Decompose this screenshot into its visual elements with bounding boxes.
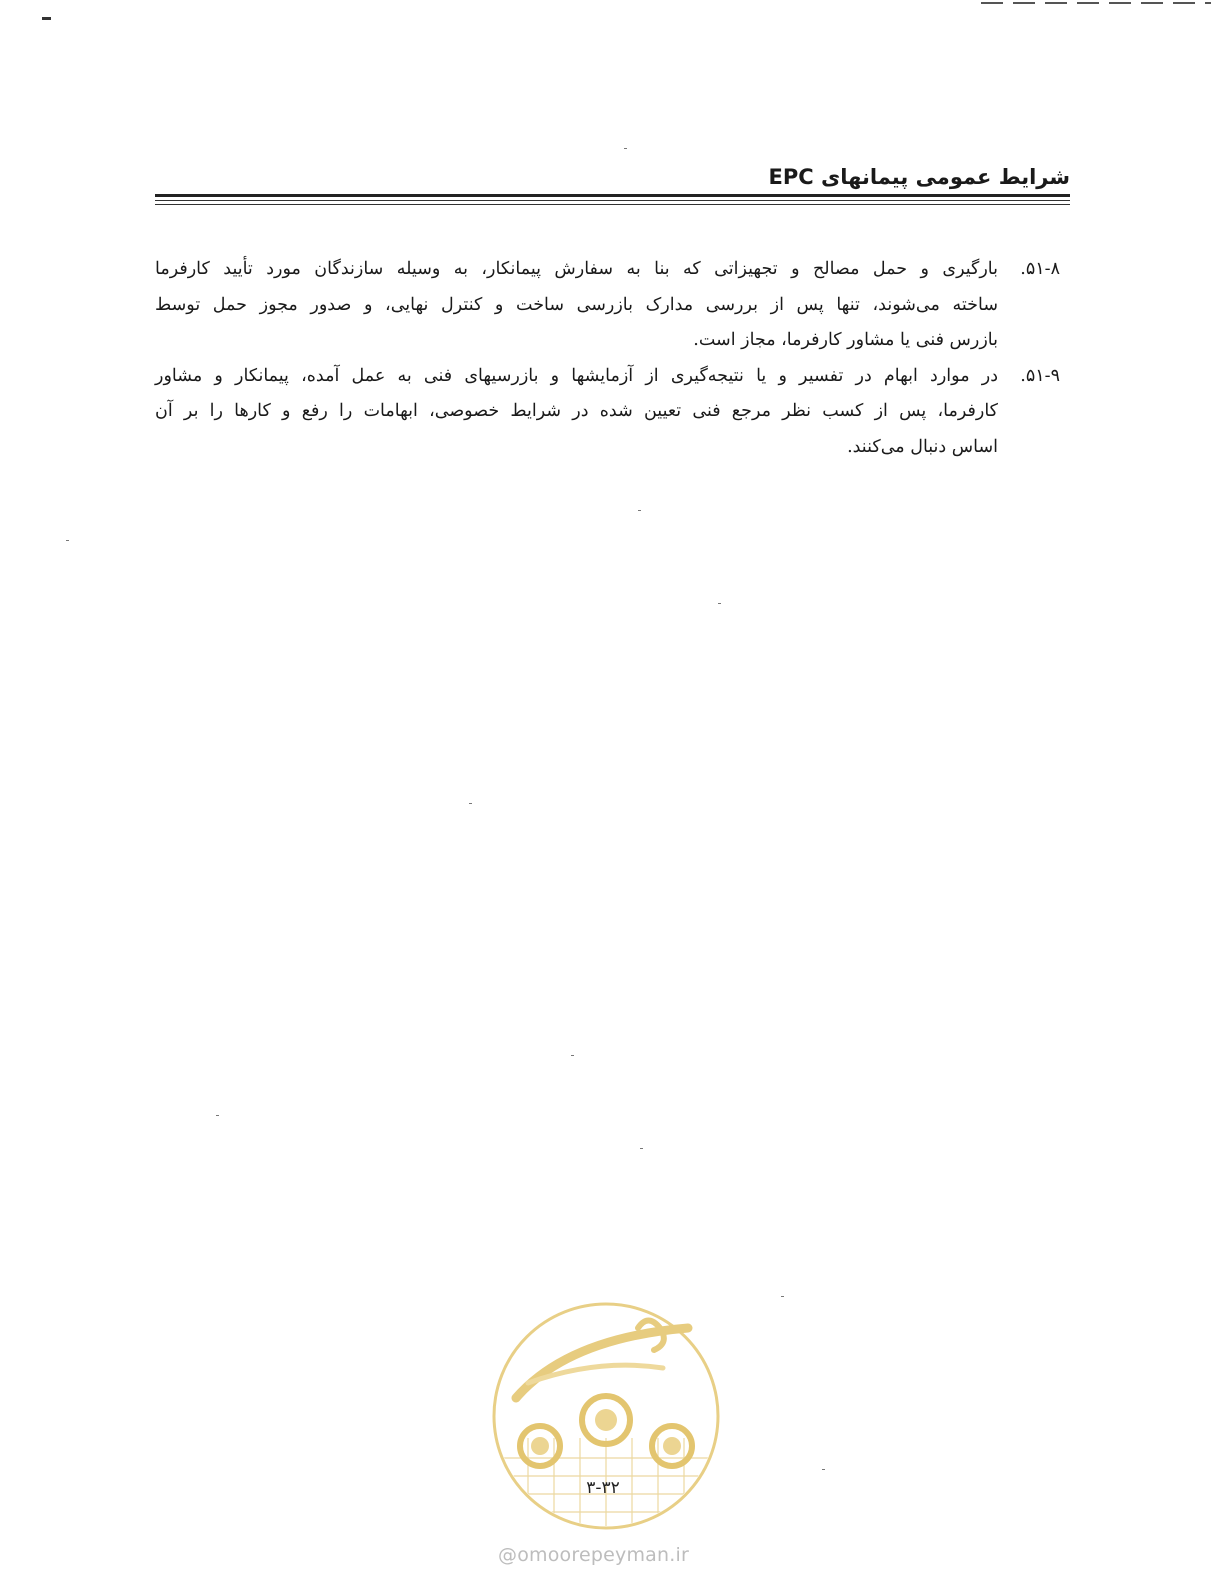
scan-dot xyxy=(66,540,69,541)
header-rule-thin xyxy=(155,204,1070,205)
clause-number: ۵۱-۹. xyxy=(1020,365,1060,386)
scan-dot xyxy=(571,1055,574,1056)
header-rule-thin xyxy=(155,200,1070,201)
scan-dot xyxy=(640,1148,643,1149)
scan-dot xyxy=(469,803,472,804)
scan-dot xyxy=(781,1296,784,1297)
scan-edge-dashes xyxy=(981,2,1211,4)
scan-dot xyxy=(638,510,641,511)
clause-line: بازرس فنی یا مشاور کارفرما، مجاز است. xyxy=(693,330,998,350)
page-header xyxy=(140,160,1070,208)
clause-line: ساخته می‌شوند، تنها پس از بررسی مدارک بازرسی ساخت و کنترل نهایی، و صدور مجوز حمل توسط xyxy=(155,294,998,315)
scan-dot xyxy=(624,148,627,149)
clause-51-8 xyxy=(155,252,1060,359)
stamp-logo xyxy=(488,1298,724,1534)
header-rule-thick xyxy=(155,194,1070,197)
page-number: ۳-۳۲ xyxy=(586,1478,620,1498)
scan-dot xyxy=(216,1115,219,1116)
watermark-text: @omoorepeyman.ir xyxy=(498,1544,689,1566)
clause-line: کارفرما، پس از کسب نظر مرجع فنی تعیین شده در شرایط خصوصی، ابهامات را رفع و کارها را بر آن xyxy=(155,401,998,421)
clause-51-9 xyxy=(155,359,1060,466)
clause-line: در موارد ابهام در تفسیر و یا نتیجه‌گیری از آزمایشها و بازرسیهای فنی به عمل آمده، پیمانکار و مشاور xyxy=(155,365,998,386)
clause-number: ۵۱-۸. xyxy=(1020,259,1060,279)
header-title: شرایط عمومی پیمانهای EPC xyxy=(768,165,1070,189)
scan-dot xyxy=(822,1469,825,1470)
scan-dot xyxy=(718,603,721,604)
document-body xyxy=(155,252,1060,465)
header-rule xyxy=(155,194,1070,205)
clause-line: اساس دنبال می‌کنند. xyxy=(847,436,998,457)
scan-mark xyxy=(42,17,51,20)
clause-line: بارگیری و حمل مصالح و تجهیزاتی که بنا به سفارش پیمانکار، به وسیله سازندگان مورد تأیید کارفرما xyxy=(155,259,998,279)
